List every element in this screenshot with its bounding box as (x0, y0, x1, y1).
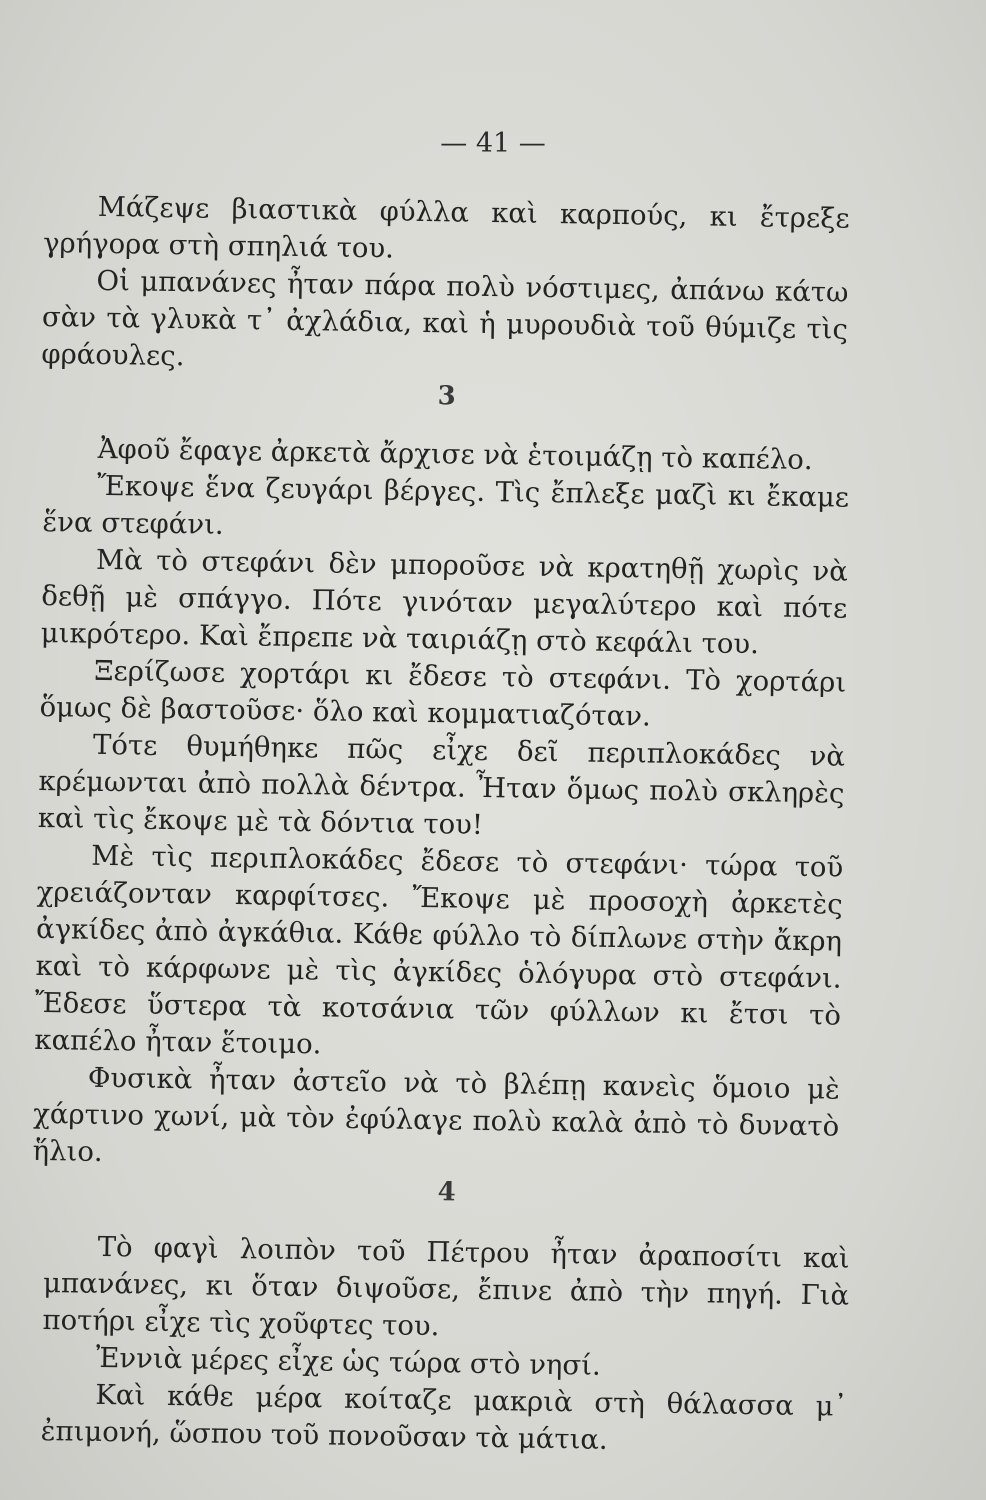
paragraph: Οἱ μπανάνες ἦταν πάρα πολὺ νόστιμες, ἀπάνω κάτω σὰν τὰ γλυκὰ τ᾽ ἀχλάδια, καὶ ἡ μυρουδιὰ τοῦ θύμιζε τὶς φράουλες. (41, 264, 849, 373)
text-block-2 (32, 430, 850, 1183)
paragraph: Ξερίζωσε χορτάρι κι ἔδεσε τὸ στεφάνι. Τὸ χορτάρι ὅμως δὲ βαστοῦσε· ὅλο καὶ κομματιαζόταν. (39, 654, 847, 733)
section-number: 3 (437, 381, 456, 412)
paragraph: Καὶ κάθε μέρα κοίταζε μακριὰ στὴ θάλασσα μ᾽ ἐπιμονή, ὥσπου τοῦ πονοῦσαν τὰ μάτια. (40, 1378, 848, 1456)
paragraph: Φυσικὰ ἦταν ἀστεῖο νὰ τὸ βλέπῃ κανεὶς ὅμοιο μὲ χάρτινο χωνί, μὰ τὸν ἐφύλαγε πολὺ καλὰ ἀπὸ τὸ δυνατὸ ἥλιο. (32, 1061, 840, 1169)
paragraph: Τὸ φαγὶ λοιπὸν τοῦ Πέτρου ἦταν ἀραποσίτι καὶ μπανάνες, κι ὅταν διψοῦσε, ἔπινε ἀπὸ τὴν πηγή. Γιὰ ποτήρι εἶχε τὶς χοῦφτες του. (42, 1230, 850, 1343)
text-block-1 (41, 188, 850, 386)
paragraph: Ἐννιὰ μέρες εἶχε ὡς τώρα στὸ νησί. (95, 1341, 601, 1382)
paragraph: Μὰ τὸ στεφάνι δὲν μποροῦσε νὰ κρατηθῇ χωρὶς νὰ δεθῇ μὲ σπάγγο. Πότε γινόταν μεγαλύτερο καὶ πότε μικρότερο. Καὶ ἔπρεπε νὰ ταιριάζῃ στὸ κεφάλι του. (40, 543, 849, 661)
section-number: 4 (437, 1177, 456, 1208)
paragraph: Τότε θυμήθηκε πῶς εἶχε δεῖ περιπλοκάδες νὰ κρέμωνται ἀπὸ πολλὰ δέντρα. Ἦταν ὅμως πολὺ σκληρὲς καὶ τὶς ἔκοψε μὲ τὰ δόντια του! (37, 728, 846, 841)
page-number: — 41 — (440, 128, 546, 159)
paragraph: Ἀφοῦ ἔφαγε ἀρκετὰ ἄρχισε νὰ ἑτοιμάζῃ τὸ καπέλο. (97, 432, 813, 477)
paragraph: Μάζεψε βιαστικὰ φύλλα καὶ καρπούς, κι ἔτρεξε γρήγορα στὴ σπηλιά του. (42, 190, 850, 265)
text-block-3 (41, 1228, 850, 1463)
paragraph: Μὲ τὶς περιπλοκάδες ἔδεσε τὸ στεφάνι· τώρα τοῦ χρειάζονταν καρφίτσες. Ἔκοψε μὲ προσοχὴ ἀρκετὲς ἀγκίδες ἀπὸ ἀγκάθια. Κάθε φύλλο τὸ δίπλωνε στὴν ἄκρη καὶ τὸ κάρφωνε μὲ τὶς ἀγκίδες ὁλόγυρα στὸ στεφάνι. Ἔδεσε ὕστερα τὰ κοτσάνια τῶν φύλλων κι ἔτσι τὸ καπέλο ἦταν ἕτοιμο. (34, 839, 844, 1061)
paragraph: Ἔκοψε ἕνα ζευγάρι βέργες. Τὶς ἔπλεξε μαζὶ κι ἔκαμε ἕνα στεφάνι. (42, 469, 850, 541)
